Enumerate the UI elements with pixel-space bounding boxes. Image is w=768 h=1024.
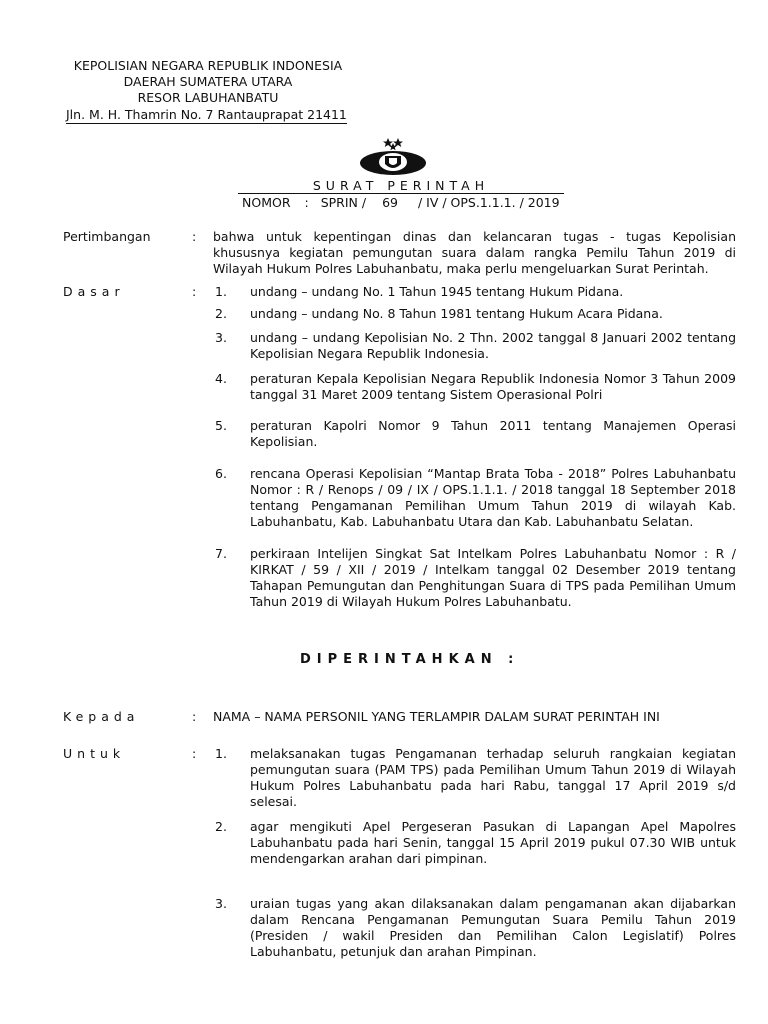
header-address: Jln. M. H. Thamrin No. 7 Rantauprapat 21411 bbox=[66, 107, 347, 122]
pertimbangan-label: Pertimbangan bbox=[63, 229, 151, 244]
untuk-label: Untuk bbox=[63, 746, 126, 761]
header-line-3: RESOR LABUHANBATU bbox=[137, 90, 279, 105]
nomor-label: NOMOR bbox=[242, 195, 291, 210]
untuk-colon: : bbox=[192, 746, 197, 761]
dasar-item-7-text: perkiraan Intelijen Singkat Sat Intelkam Polres Labuhanbatu Nomor : R / KIRKAT / 59 / XII / 2019 / Intelkam tanggal 02 Desember 2019 tentang Tahapan Pemungutan dan Penghitungan Suara di TPS pada Pemilihan Umum Tahun 2019 di Wilayah Hukum Polres Labuhanbatu. bbox=[250, 546, 736, 609]
untuk-item-1-text: melaksanakan tugas Pengamanan terhadap seluruh rangkaian kegiatan pemungutan suara (PAM TPS) pada Pemilihan Umum Tahun 2019 di Wilayah Hukum Polres Labuhanbatu pada hari Rabu, tanggal 17 April 2019 s/d selesai. bbox=[250, 746, 736, 809]
document-title: SURAT PERINTAH bbox=[312, 178, 490, 193]
document-number bbox=[238, 193, 564, 210]
nomor-number: 69 bbox=[382, 195, 398, 210]
dasar-item-6-number: 6. bbox=[215, 466, 227, 481]
nomor-colon: : bbox=[304, 195, 309, 210]
dasar-item-7-number: 7. bbox=[215, 546, 227, 561]
diperintahkan-heading: DIPERINTAHKAN : bbox=[300, 652, 520, 667]
kepada-text: NAMA – NAMA PERSONIL YANG TERLAMPIR DALAM SURAT PERINTAH INI bbox=[213, 709, 660, 724]
police-emblem-icon bbox=[358, 136, 428, 178]
header-line-2: DAERAH SUMATERA UTARA bbox=[123, 74, 293, 89]
kepada-label: Kepada bbox=[63, 709, 140, 724]
kepada-colon: : bbox=[192, 709, 197, 724]
dasar-colon: : bbox=[192, 284, 197, 299]
dasar-item-5-text: peraturan Kapolri Nomor 9 Tahun 2011 tentang Manajemen Operasi Kepolisian. bbox=[250, 418, 736, 449]
dasar-item-1-number: 1. bbox=[215, 284, 227, 299]
dasar-label: Dasar bbox=[63, 284, 125, 299]
untuk-item-3-text: uraian tugas yang akan dilaksanakan dalam pengamanan akan dijabarkan dalam Rencana Pengamanan Pemungutan Suara Pemilu Tahun 2019 (Presiden / wakil Presiden dan Pemilihan Calon Legislatif) Polres Labuhanbatu, petunjuk dan arahan Pimpinan. bbox=[250, 896, 736, 959]
untuk-item-1-number: 1. bbox=[215, 746, 227, 761]
pertimbangan-text: bahwa untuk kepentingan dinas dan kelancaran tugas - tugas Kepolisian khususnya kegiatan pemungutan suara dalam rangka Pemilu Tahun 2019 di Wilayah Hukum Polres Labuhanbatu, maka perlu mengeluarkan Surat Perintah. bbox=[213, 229, 736, 276]
nomor-sprin: SPRIN / bbox=[320, 195, 367, 210]
pertimbangan-colon: : bbox=[192, 229, 197, 244]
dasar-item-2-text: undang – undang No. 8 Tahun 1981 tentang Hukum Acara Pidana. bbox=[250, 306, 663, 321]
dasar-item-3-text: undang – undang Kepolisian No. 2 Thn. 2002 tanggal 8 Januari 2002 tentang Kepolisian Negara Republik Indonesia. bbox=[250, 330, 736, 361]
untuk-item-2-text: agar mengikuti Apel Pergeseran Pasukan di Lapangan Apel Mapolres Labuhanbatu pada hari Senin, tanggal 15 April 2019 pukul 07.30 WIB untuk mendengarkan arahan dari pimpinan. bbox=[250, 819, 736, 866]
dasar-item-4-number: 4. bbox=[215, 371, 227, 386]
header-line-1: KEPOLISIAN NEGARA REPUBLIK INDONESIA bbox=[73, 58, 343, 73]
untuk-item-3-number: 3. bbox=[215, 896, 227, 911]
dasar-item-6-text: rencana Operasi Kepolisian “Mantap Brata Toba - 2018” Polres Labuhanbatu Nomor : R / Renops / 09 / IX / OPS.1.1.1. / 2018 tanggal 18 September 2018 tentang Pengamanan Pemilihan Umum Tahun 2019 di wilayah Kab. Labuhanbatu, Kab. Labuhanbatu Utara dan Kab. Labuhanbatu Selatan. bbox=[250, 466, 736, 529]
dasar-item-3-number: 3. bbox=[215, 330, 227, 345]
dasar-item-4-text: peraturan Kepala Kepolisian Negara Republik Indonesia Nomor 3 Tahun 2009 tanggal 31 Maret 2009 tentang Sistem Operasional Polri bbox=[250, 371, 736, 402]
dasar-item-1-text: undang – undang No. 1 Tahun 1945 tentang Hukum Pidana. bbox=[250, 284, 624, 299]
dasar-item-5-number: 5. bbox=[215, 418, 227, 433]
untuk-item-2-number: 2. bbox=[215, 819, 227, 834]
nomor-rest: / IV / OPS.1.1.1. / 2019 bbox=[417, 195, 560, 210]
dasar-item-2-number: 2. bbox=[215, 306, 227, 321]
